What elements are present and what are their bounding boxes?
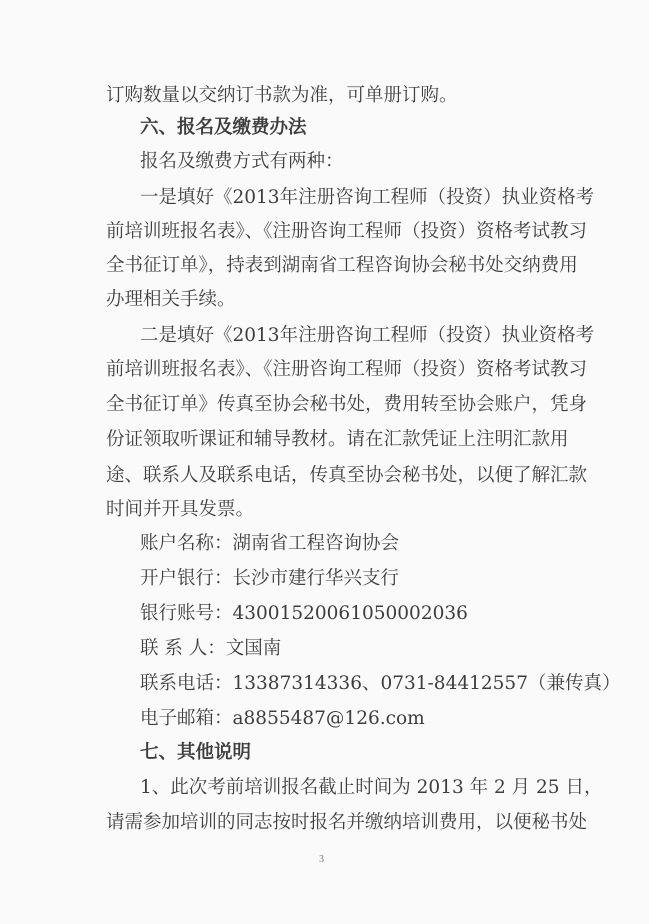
text-line: 途、联系人及联系电话，传真至协会秘书处，以便了解汇款 [106, 465, 588, 486]
section-heading: 六、报名及缴费办法 [140, 117, 307, 138]
text-line: 前培训班报名表》、《注册咨询工程师（投资）资格考试教习 [106, 359, 588, 380]
account-number: 银行账号：43001520061050002036 [140, 603, 468, 624]
section-heading: 七、其他说明 [140, 742, 252, 763]
contact-person: 联 系 人：文国南 [140, 638, 282, 659]
text-line: 时间并开具发票。 [106, 499, 255, 520]
text-line: 前培训班报名表》、《注册咨询工程师（投资）资格考试教习 [106, 221, 588, 242]
text-line: 一是填好《2013年注册咨询工程师（投资）执业资格考 [140, 187, 595, 208]
text-line: 订购数量以交纳订书款为准，可单册订购。 [106, 85, 458, 106]
contact-email: 电子邮箱：a8855487@126.com [140, 708, 425, 729]
text-line: 请需参加培训的同志按时报名并缴纳培训费用，以便秘书处 [106, 812, 588, 833]
text-line: 报名及缴费方式有两种： [140, 151, 344, 172]
page-number: 3 [319, 854, 324, 865]
contact-phone: 联系电话：13387314336、0731-84412557（兼传真） [140, 673, 621, 694]
text-line: 份证领取听课证和辅导教材。请在汇款凭证上注明汇款用 [106, 429, 569, 450]
text-line: 办理相关手续。 [106, 289, 236, 310]
text-line: 全书征订单》，持表到湖南省工程咨询协会秘书处交纳费用 [106, 255, 578, 276]
account-name: 账户名称：湖南省工程咨询协会 [140, 533, 400, 554]
bank-name: 开户银行：长沙市建行华兴支行 [140, 568, 400, 589]
text-line: 二是填好《2013年注册咨询工程师（投资）执业资格考 [140, 325, 595, 346]
text-line: 全书征订单》传真至协会秘书处，费用转至协会账户，凭身 [106, 394, 588, 415]
text-line: 1、此次考前培训报名截止时间为 2013 年 2 月 25 日， [140, 777, 603, 798]
